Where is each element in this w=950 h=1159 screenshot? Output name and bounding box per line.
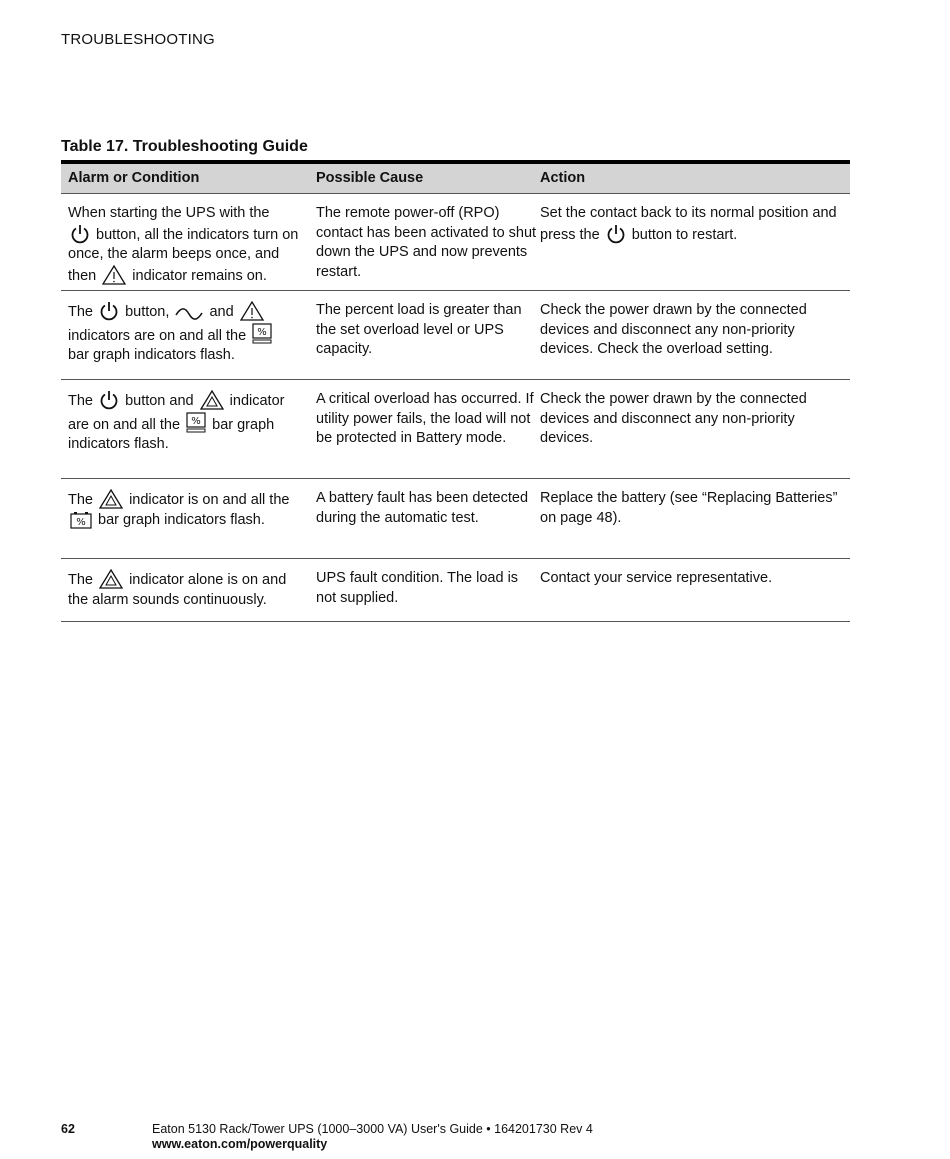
fault-icon xyxy=(200,390,224,410)
action-cell: Check the power drawn by the connected devices and disconnect any non-priority devices. Check the overload setting. xyxy=(540,302,807,358)
section-header: TROUBLESHOOTING xyxy=(61,31,215,48)
column-header-condition: Alarm or Condition xyxy=(68,169,200,186)
load-percent-icon xyxy=(186,412,206,434)
table-title: Table 17. Troubleshooting Guide xyxy=(61,138,308,155)
condition-text: The xyxy=(68,492,93,508)
footer xyxy=(152,1122,593,1152)
condition-text: indicator are on and all the xyxy=(68,393,285,433)
power-icon xyxy=(99,301,119,321)
condition-text: and xyxy=(209,304,234,320)
condition-cell xyxy=(61,559,308,621)
condition-text: bar graph indicators flash. xyxy=(68,416,275,453)
condition-cell xyxy=(61,291,308,379)
condition-text: When starting the UPS with the xyxy=(68,205,270,221)
condition-cell xyxy=(61,380,308,478)
action-text: Set the contact back to its normal position and press the xyxy=(540,205,837,243)
condition-text: The xyxy=(68,304,93,320)
cause-cell: UPS fault condition. The load is not supplied. xyxy=(316,570,519,606)
page-number: 62 xyxy=(61,1122,75,1136)
troubleshooting-table xyxy=(61,160,850,622)
action-cell: Contact your service representative. xyxy=(540,570,773,586)
action-cell: Replace the battery (see “Replacing Batteries” on page 48). xyxy=(540,490,838,526)
warning-icon xyxy=(240,301,264,321)
condition-text: indicators are on and all the xyxy=(68,327,247,344)
load-percent-icon xyxy=(252,323,272,345)
sine-wave-icon xyxy=(175,307,203,321)
condition-text: bar graph indicators flash. xyxy=(68,347,235,364)
condition-text: button, xyxy=(125,304,170,320)
table-row xyxy=(61,194,850,291)
cause-cell: A critical overload has occurred. If utility power fails, the load will not be protected in Battery mode. xyxy=(316,391,534,447)
table-row xyxy=(61,479,850,559)
cause-cell: A battery fault has been detected during the automatic test. xyxy=(316,490,529,526)
condition-text: button and xyxy=(125,393,194,409)
table-row xyxy=(61,291,850,380)
footer-doc-title: Eaton 5130 Rack/Tower UPS (1000–3000 VA) User's Guide • 164201730 Rev 4 xyxy=(152,1122,593,1136)
column-header-action: Action xyxy=(540,169,586,186)
svg-text:%: % xyxy=(191,415,201,427)
fault-icon xyxy=(99,489,123,509)
condition-cell xyxy=(61,479,308,558)
action-cell: Check the power drawn by the connected devices and disconnect any non-priority devices. xyxy=(540,391,807,447)
svg-text:%: % xyxy=(257,326,267,338)
condition-text: indicator remains on. xyxy=(132,267,267,284)
table-header-row xyxy=(61,160,850,194)
condition-cell xyxy=(61,194,308,290)
condition-text: indicator alone is on and the alarm sounds continuously. xyxy=(68,572,287,608)
column-header-cause: Possible Cause xyxy=(316,169,424,186)
footer-url: www.eaton.com/powerquality xyxy=(152,1137,328,1151)
table-row xyxy=(61,380,850,479)
condition-text: indicator is on and all the xyxy=(129,492,290,508)
power-icon xyxy=(70,224,90,244)
power-icon xyxy=(606,224,626,244)
condition-text: button, all the indicators turn on once, the alarm beeps once, and then xyxy=(68,226,299,284)
cause-cell: The percent load is greater than the set overload level or UPS capacity. xyxy=(316,302,522,358)
warning-icon xyxy=(102,265,126,285)
power-icon xyxy=(99,390,119,410)
condition-text: The xyxy=(68,393,93,409)
fault-icon xyxy=(99,569,123,589)
svg-text:%: % xyxy=(76,516,86,528)
condition-text: bar graph indicators flash. xyxy=(98,511,265,528)
condition-text: The xyxy=(68,572,93,588)
action-cell xyxy=(540,194,850,290)
action-text: button to restart. xyxy=(631,226,738,243)
cause-cell: The remote power-off (RPO) contact has been activated to shut down the UPS and now prevents restart. xyxy=(316,205,537,280)
table-row xyxy=(61,559,850,622)
battery-percent-icon xyxy=(70,511,92,529)
